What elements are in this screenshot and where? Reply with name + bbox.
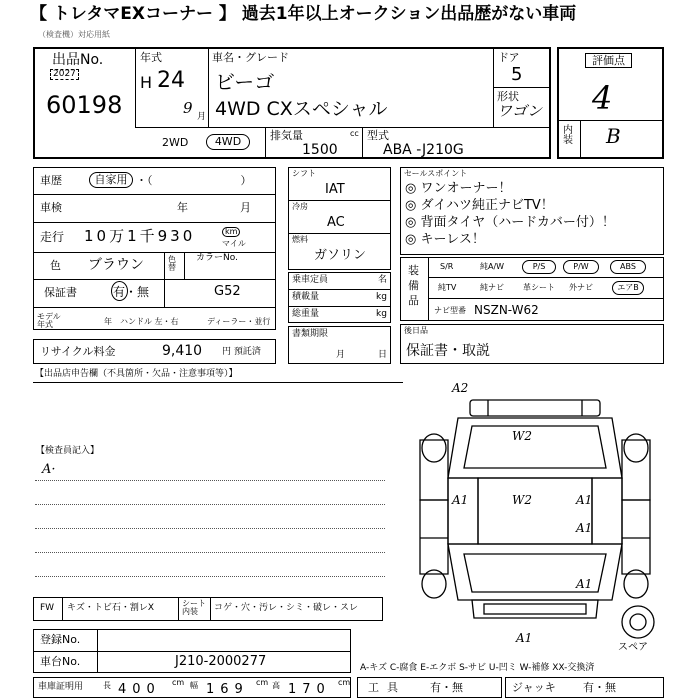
score-value: 4 [592,79,613,117]
shaken-year: 年 [177,201,188,214]
gross-label: 総重量 [292,309,320,319]
selling-points-label: セールスポイント [404,169,468,178]
engine-value: 1500 [302,142,338,158]
door-label: ドア [498,51,520,64]
equipment-label: 装備品 [408,264,419,307]
car-damage-diagram [400,378,670,658]
cert-width-label: 幅 [190,681,198,690]
load-label: 積載量 [292,292,320,302]
selling-point-4: ◎ キーレス！ [405,232,485,247]
diagram-spare: スペア [618,642,648,653]
type-label: 型式 [367,129,389,142]
history-value: 自家用 [89,172,133,188]
shape-value: ワゴン [497,102,543,120]
tools-value: 有・無 [430,681,463,694]
engine-unit: cc [350,129,359,138]
recycle-value: 9,410 [162,343,203,359]
warranty-value: 有・無 [113,285,150,299]
year-value: 24 [157,68,185,93]
shape-label: 形状 [497,90,519,103]
interior-label: 内装 [563,125,573,146]
equip-sr: S/R [440,262,454,271]
doc-expiry-label: 書類期限 [292,329,329,339]
equip-pw: P/W [563,260,599,274]
fuel-value: ガソリン [314,248,367,263]
score-label: 評価点 [585,53,632,68]
cert-height: 170 [288,682,331,697]
chassis-value: J210-2000277 [175,654,267,669]
mileage-unit2: マイル [222,239,246,248]
model-year-dealer: ディーラー・並行 [207,317,271,326]
year-label: 年式 [140,51,162,64]
lot-label: 出品No. [52,52,104,68]
fw-seat-label: シート内装 [182,599,206,616]
door-value: 5 [511,64,523,85]
cert-cm-3: cm [338,678,351,687]
equip-navi: 純ナビ [480,283,504,292]
page-title: 【 トレタマEXコーナー 】 過去1年以上オークション出品歴がない車両 [30,4,577,24]
after-docs-value: 保証書・取説 [406,343,490,359]
cert-length-label: 長 [103,681,111,690]
history-rest: ・（ ） [136,174,252,187]
subheader: （検査機）対応用紙 [38,30,110,39]
cert-cm-1: cm [172,678,185,687]
model-year-year: 年 [104,317,112,326]
diagram-w2-mid: W2 [512,493,532,507]
shaken-label: 車検 [40,201,62,214]
equip-ext-navi: 外ナビ [569,283,593,292]
equip-ps: P/S [522,260,556,274]
year-month-unit: 月 [197,112,207,122]
name-label: 車名・グレード [212,51,289,64]
doc-expiry-day: 日 [378,350,388,360]
diagram-a2: A2 [452,381,469,395]
warranty-circle [111,281,128,301]
load-unit: kg [376,292,387,302]
mileage-unit: km [222,227,240,237]
equip-abs: ABS [610,260,646,274]
diagram-w2-top: W2 [512,429,532,443]
inspector-label: 【検査員記入】 [36,446,100,456]
aircon-label: 冷房 [292,202,308,211]
shift-label: シフト [292,169,316,178]
diagram-a1-r2: A1 [576,521,593,535]
jack-value: 有・無 [583,681,616,694]
equip-leather: 革シート [523,283,555,292]
fw-label: FW [40,603,55,613]
cert-height-label: 高 [272,681,280,690]
capacity-unit: 名 [378,275,388,285]
damage-legend: A-キズ C-腐食 E-エクボ S-サビ U-凹ミ W-補修 XX-交換済 [360,663,595,673]
cert-cm-2: cm [256,678,269,687]
selling-point-2: ◎ ダイハツ純正ナビTV！ [405,198,554,213]
fw-text1: キズ・トビ石・割レX [67,603,154,613]
drive-2wd: 2WD [162,136,189,149]
shaken-month: 月 [240,201,251,214]
navi-model-value: NSZN-W62 [474,303,539,317]
warranty-label: 保証書 [44,286,77,299]
model-year-label: モデル年式 [37,312,61,329]
recycle-label: リサイクル料金 [40,345,116,358]
color-code: G52 [214,284,241,299]
after-docs-label: 後日品 [404,326,428,335]
capacity-label: 乗車定員 [292,275,329,285]
detail-block [33,167,276,330]
fuel-label: 燃料 [292,235,308,244]
cert-label: 車庫証明用 [38,682,84,692]
color-value: ブラウン [88,257,144,273]
grade-name: 4WD CXスペシャル [215,98,388,120]
selling-point-3: ◎ 背面タイヤ（ハードカバー付）！ [405,215,615,230]
chassis-label: 車台No. [40,655,81,668]
inspector-note: A· [42,462,56,477]
engine-label: 排気量 [270,129,303,142]
reg-label: 登録No. [40,633,81,646]
type-value: ABA -J210G [383,142,464,158]
selling-point-1: ◎ ワンオーナー！ [405,181,512,196]
mileage-value: 10万1千930 [84,227,196,245]
jack-label: ジャッキ [512,681,556,694]
diagram-a1-left: A1 [452,493,469,507]
equip-airbag: エアB [612,281,644,295]
recycle-unit: 円 預託済 [222,347,261,357]
gross-unit: kg [376,309,387,319]
equip-tv: 純TV [438,283,457,292]
year-month: 9 [183,99,193,117]
diagram-a1-bottom: A1 [516,631,533,645]
fw-text2: コゲ・穴・汚レ・シミ・破レ・スレ [214,603,359,613]
color-label: 色 [50,259,61,272]
mileage-label: 走行 [40,230,65,244]
color-change-label: 色替 [168,255,176,272]
equip-aw: 純A/W [480,262,505,271]
diagram-a1-r1: A1 [576,493,593,507]
cert-width: 169 [206,682,249,697]
shift-value: IAT [325,182,345,197]
year-era: H [140,73,153,92]
aircon-value: AC [327,215,345,230]
model-name: ビーゴ [215,70,275,94]
cert-length: 400 [118,682,161,697]
navi-model-label: ナビ型番 [434,306,466,315]
interior-value: B [606,124,621,148]
tools-label: 工具 [368,681,406,694]
lot-number: 60198 [46,91,123,119]
diagram-a1-r3: A1 [576,577,593,591]
seller-notes-label: 【出品店申告欄（不具箇所・欠品・注意事項等）】 [35,369,238,379]
history-label: 車歴 [40,174,62,187]
model-year-handle: ハンドル 左・右 [120,317,179,326]
drive-4wd: 4WD [206,134,250,150]
color-code-label: カラーNo. [196,253,238,263]
lot-code: 2027 [50,69,79,80]
doc-expiry-month: 月 [336,350,346,360]
